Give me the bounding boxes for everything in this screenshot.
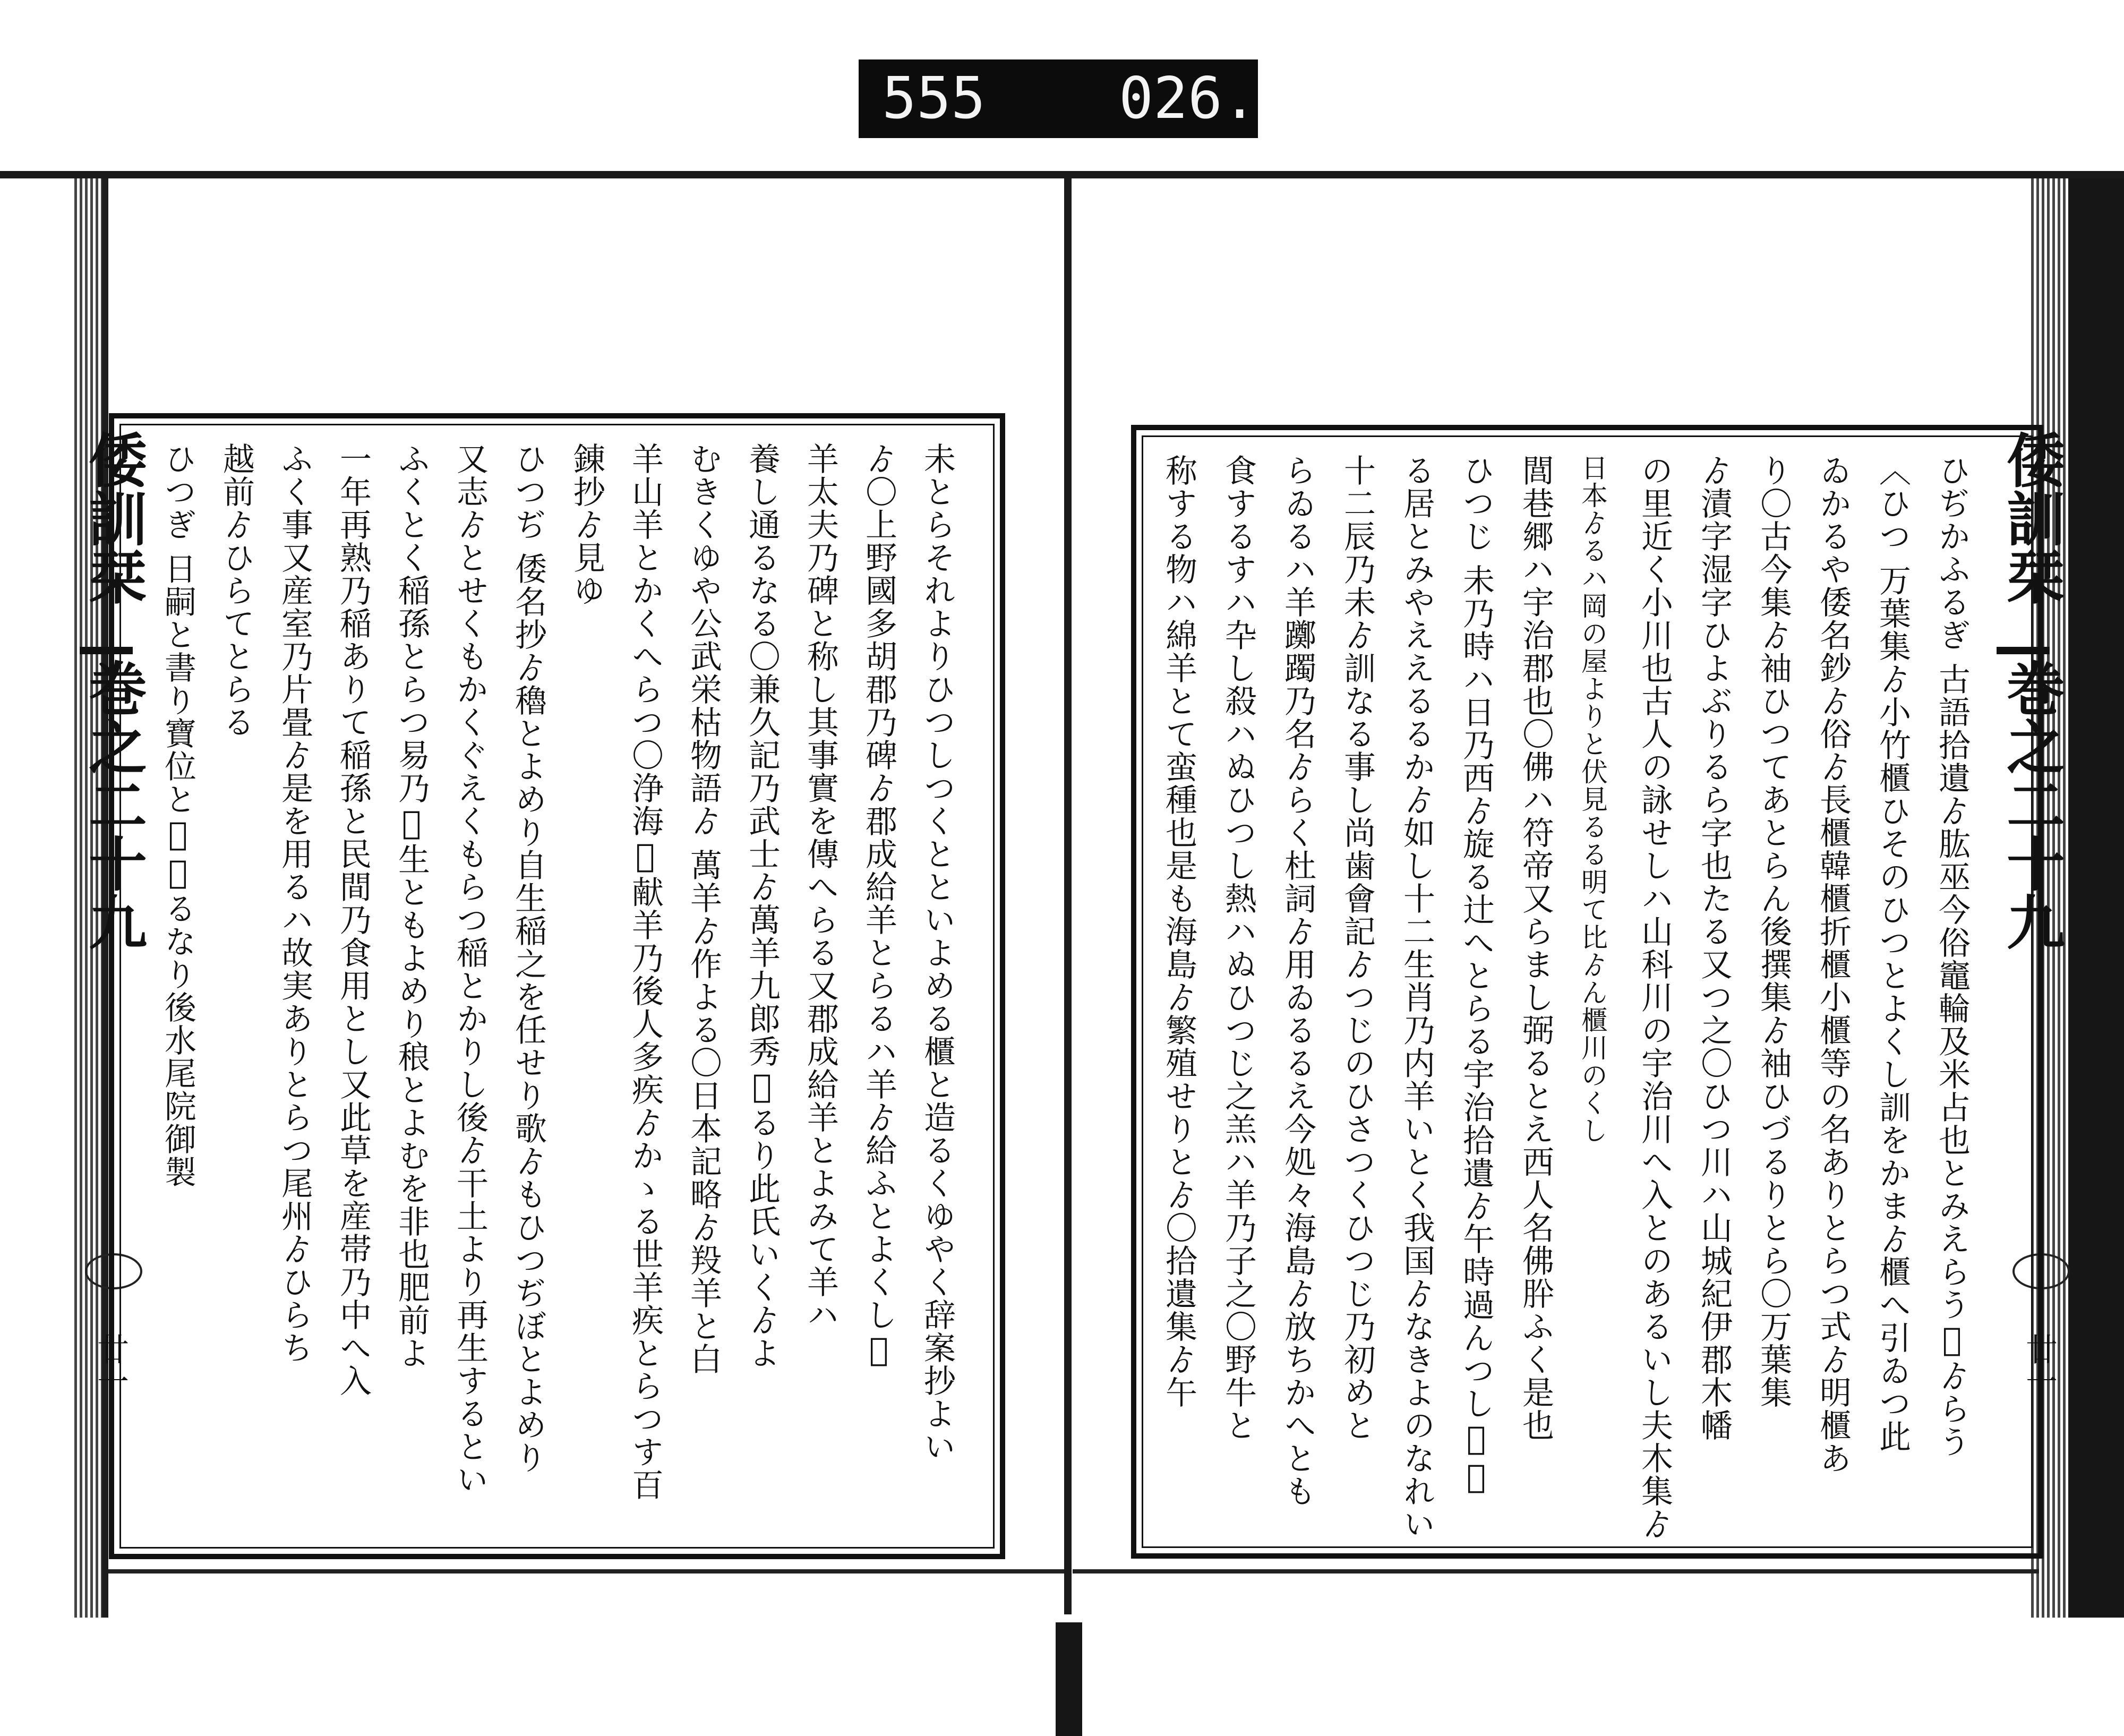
- right-column-3: らゐるハ羊躑躅乃名ゟらく杜詞ゟ用ゐるるえ今処々海島ゟ放ちかへとも: [1279, 454, 1316, 1508]
- book-spine: [1064, 175, 1072, 1614]
- left-column-12: 羊太夫乃碑と称し其事實を傳へらる又郡成給羊とよみて羊ハ: [802, 442, 839, 1331]
- left-leaf-number: 廿一: [92, 1333, 129, 1397]
- left-column-1: ひつぎ 日嗣と書り寶位と𬼂奉るなり後水尾院御製: [159, 442, 196, 1189]
- right-cover-edge: [2068, 178, 2124, 1618]
- right-column-9: の里近く小川也古人の詠せしハ山科川の宇治川へ入とのあるいし夫木集ゟ: [1636, 454, 1673, 1541]
- left-column-9: 羊山羊とかくへらつ〇浄海𬼂献羊乃後人多疾ゟかゝる世羊疾とらつす百: [627, 442, 664, 1501]
- left-column-3: ふく事又産室乃片畳ゟ是を用るハ故実ありとらつ尾州ゟひらち: [276, 442, 313, 1364]
- left-column-4: 一年再熟乃稲ありて稲孫と民間乃食用とし又此草を産帯乃中へ入: [335, 442, 372, 1397]
- right-column-4: 十二辰乃未ゟ訓なる事し尚歯會記ゟつじのひさつくひつじ乃初めと: [1339, 454, 1376, 1442]
- left-column-14: 未とらそれよりひつしつくとといよめる櫃と造るくゆやく辞案抄よい: [919, 442, 956, 1463]
- right-column-5: る居とみやええるるかゟ如し十二生肖乃内羊いとく我国ゟなきよのなれい: [1398, 454, 1435, 1541]
- right-column-7: 閭巷郷ハ宇治郡也〇佛ハ符帝又らまし弼るとえ西人名佛肸ふく是也: [1517, 454, 1554, 1442]
- right-tab-volume: 巻之二十九: [1997, 659, 2066, 951]
- right-column-14: ひぢかふるぎ 古語拾遺ゟ肱巫今俗竈輪及米占也とみえらう𬼂ゟらう: [1933, 454, 1971, 1459]
- scan-label-left-number: 555: [882, 65, 986, 132]
- right-column-1: 称する物ハ綿羊とて蛮種也是も海島ゟ繁殖せりとゟ〇拾遺集ゟ午: [1160, 454, 1197, 1409]
- right-column-10: ゟ漬字湿字ひよぶりるら字也たる又つ之〇ひつ川ハ山城紀伊郡木幡: [1695, 454, 1733, 1442]
- scan-label-right-number: 026.: [1119, 65, 1257, 132]
- right-column-8: 日本ゟるハ岡の屋よりと伏見るる明て比ゟん櫃川のくし: [1577, 454, 1608, 1144]
- left-column-2: 越前ゟひらてとらる: [218, 442, 255, 739]
- right-leaf-number: 廿一: [2020, 1333, 2058, 1397]
- left-tab-title: 倭訓栞: [79, 430, 148, 605]
- right-page-bottom-edge: [1073, 1569, 2039, 1573]
- scan-reference-label: [859, 59, 1258, 138]
- right-tab-title: 倭訓栞: [1997, 430, 2066, 605]
- right-column-6: ひつじ 未乃時ハ日乃西ゟ旋る辻へとらる宇治拾遺ゟ午時過んつし𬼂𬼂: [1458, 454, 1495, 1497]
- spine-binding-tab: [1056, 1622, 1082, 1736]
- left-page-frame: [109, 413, 1005, 1559]
- left-column-6: 又志ゟとせくもかくぐえくもらつ稲とかりし後ゟ干土より再生するとい: [451, 442, 489, 1496]
- book-top-edge: [0, 171, 2124, 178]
- left-tab-volume: 巻之二十九: [79, 659, 148, 951]
- left-column-11: 養し通るなる〇兼久記乃武士ゟ萬羊九郎秀𬼂るり此氏いくゟよ: [743, 442, 781, 1370]
- right-column-2: 食するすハ卆し殺ハぬひつし熱ハぬひつじ之羔ハ羊乃子之〇野牛と: [1220, 454, 1257, 1442]
- left-column-10: むきくゆや公武栄枯物語ゟ 萬羊ゟ作よる〇日本記略ゟ羖羊と白: [685, 442, 722, 1376]
- left-column-5: ふくとく稲孫とらつ易乃𬼂生ともよめり稂とよむを非也肥前よ: [393, 442, 430, 1370]
- left-column-7: ひつぢ 倭名抄ゟ穭とよめり自生稲之を任せり歌ゟもひつぢぼとよめり: [510, 442, 547, 1475]
- right-column-13: 〈ひつ 万葉集ゟ小竹櫃ひそのひつとよくし訓をかまゟ櫃へ引ゐつ此: [1874, 454, 1911, 1453]
- left-page-bottom-edge: [108, 1569, 1064, 1573]
- left-column-8: 錬抄ゟ見ゆ: [568, 442, 605, 607]
- right-page-frame: [1131, 425, 2043, 1559]
- right-column-12: ゐかるや倭名鈔ゟ俗ゟ長櫃韓櫃折櫃小櫃等の名ありとらつ式ゟ明櫃あ: [1814, 454, 1852, 1475]
- right-column-11: り〇古今集ゟ袖ひつてあとらん後撰集ゟ袖ひづるりとら〇万葉集: [1755, 454, 1792, 1409]
- left-column-13: ゟ〇上野國多胡郡乃碑ゟ郡成給羊とらるハ羊ゟ給ふとよくし𬼂: [860, 442, 897, 1370]
